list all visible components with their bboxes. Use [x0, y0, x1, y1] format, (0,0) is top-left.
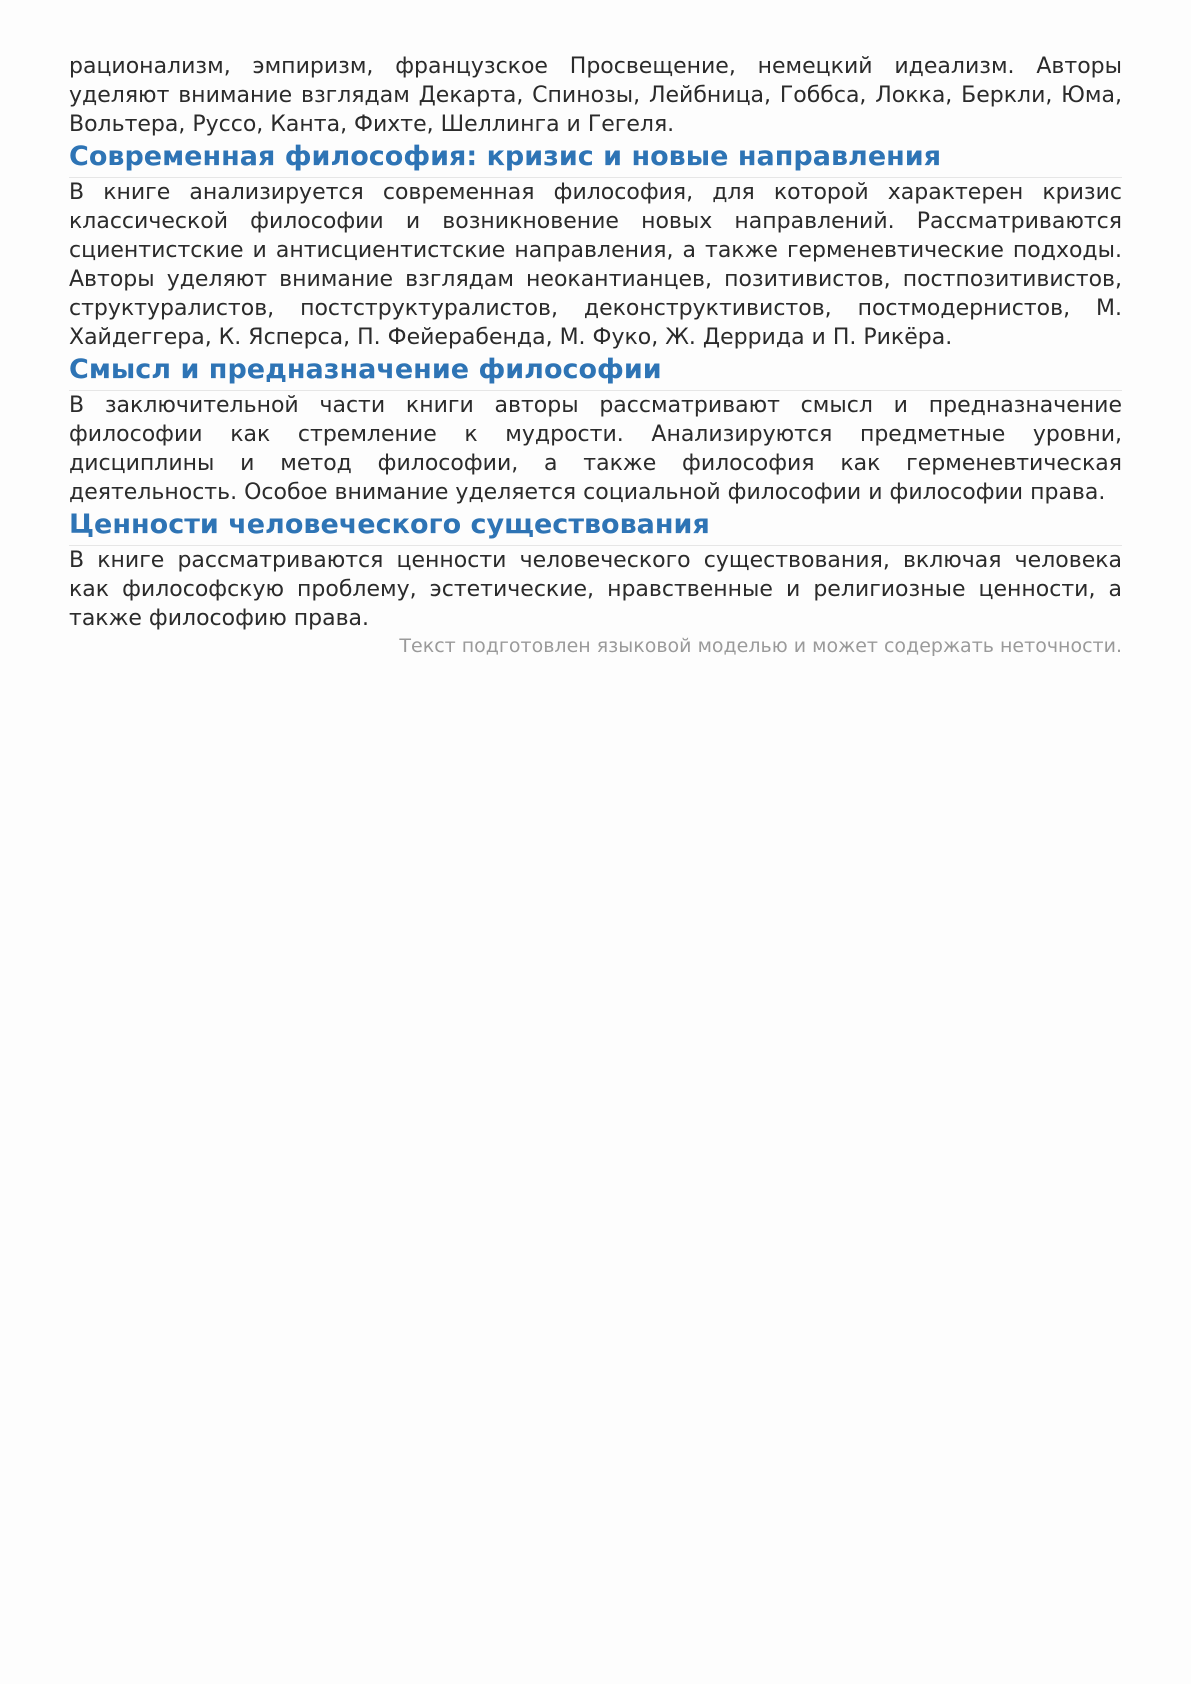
- section-heading-human-values: Ценности человеческого существования: [69, 507, 1122, 546]
- section-paragraph-meaning-of-philosophy: В заключительной части книги авторы рассматривают смысл и предназначение философии как стремление к мудрости. Анализируются предметные уровни, дисциплины и метод философии, а также философия как герменевтическая деятельность. Особое внимание уделяется социальной философии и философии права.: [69, 393, 1122, 505]
- intro-paragraph: рационализм, эмпиризм, французское Просвещение, немецкий идеализм. Авторы уделяют внимание взглядам Декарта, Спинозы, Лейбница, Гоббса, Локка, Беркли, Юма, Вольтера, Руссо, Канта, Фихте, Шеллинга и Гегеля.: [69, 54, 1122, 137]
- section-heading-meaning-of-philosophy: Смысл и предназначение философии: [69, 352, 1122, 391]
- section-heading-modern-philosophy: Современная философия: кризис и новые направления: [69, 139, 1122, 178]
- section-paragraph-modern-philosophy: В книге анализируется современная философия, для которой характерен кризис классической философии и возникновение новых направлений. Рассматриваются сциентистские и антисциентистские направления, а также герменевтические подходы. Авторы уделяют внимание взглядам неокантианцев, позитивистов, постпозитивистов, структуралистов, постструктуралистов, деконструктивистов, постмодернистов, М. Хайдеггера, К. Ясперса, П. Фейерабенда, М. Фуко, Ж. Деррида и П. Рикёра.: [69, 180, 1122, 350]
- section-paragraph-human-values: В книге рассматриваются ценности человеческого существования, включая человека как философскую проблему, эстетические, нравственные и религиозные ценности, а также философию права.: [69, 548, 1122, 631]
- ai-disclaimer-note: Текст подготовлен языковой моделью и может содержать неточности.: [399, 635, 1122, 657]
